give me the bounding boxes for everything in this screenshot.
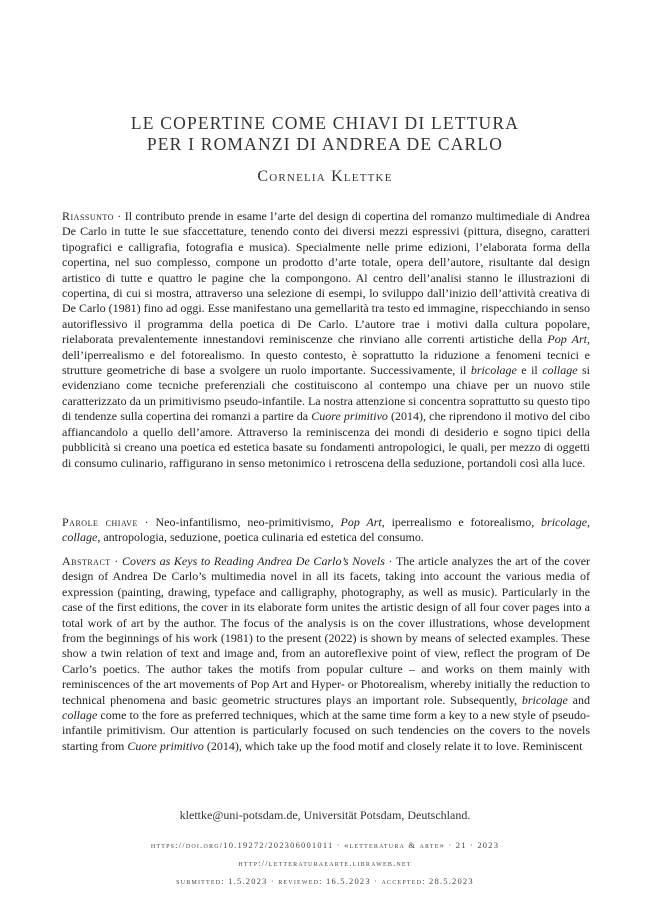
author-affiliation: klettke@uni-potsdam.de, Universität Potsdam, Deutschland. bbox=[179, 808, 471, 822]
keywords-text: Neo-infantilismo, neo-primitivismo, bbox=[155, 515, 341, 529]
abstract-text: come to the fore as preferred techniques, which at the same time form a key to a new style of pseudo-infantile primitivism. Our attention is particularly focused on such tendencies on the covers to the novels starting from bbox=[62, 708, 590, 753]
keywords-label: Parole chiave bbox=[62, 515, 138, 529]
riassunto-label: Riassunto bbox=[62, 209, 114, 223]
separator: · bbox=[110, 554, 122, 568]
separator: · bbox=[137, 515, 156, 529]
abstract-text: and bbox=[567, 692, 590, 707]
term-collage: collage bbox=[62, 530, 98, 545]
keywords-text: , iperrealismo e fotorealismo, bbox=[381, 515, 542, 529]
riassunto-text: , dell’iperrealismo e del fotorealismo. In questo contesto, è soprattutto la riduzione a fenomeni tecnici e strutture geometriche di base a svolgere un ruolo importante. Successivamente, il bbox=[62, 332, 590, 378]
riassunto-text: e il bbox=[516, 363, 543, 378]
author-name: Cornelia Klettke bbox=[257, 168, 393, 185]
website-line: http://letteraturaearte.libraweb.net bbox=[238, 858, 412, 868]
term-bricolage: bricolage bbox=[470, 363, 517, 378]
riassunto-text: (2014), che riprendono il motivo del cibo affiancandolo a quello dell’amore. Attraverso la reminiscenza dei mondi di desiderio e sogno tipici della pubblicità si creano una poetica ed estetica basate su fondamenti antropologici, le quali, per mezzo di oggetti di consumo culinario, raffigurano in senso metonimico i retroscena della seduzione, portandoli così alla luce. bbox=[62, 409, 590, 470]
keywords-text: , antropologia, seduzione, poetica culinaria ed estetica del consumo. bbox=[97, 530, 424, 545]
riassunto-text: Il contributo prende in esame l’arte del design di copertina del romanzo multimediale di Andrea De Carlo in tutte le sue sfaccettature, tenendo conto dei diversi mezzi espressivi (pittura, disegno, caratteri tipografici e calligrafia, fotografia e musica). Specialmente nelle prime edizioni, l’elaborata forma della copertina, nel suo complesso, compone un prodotto d’arte totale, opera dell’autore, risultante dal design artistico di tutte e quattro le pagine che la compongono. Al centro dell’analisi stanno le illustrazioni di copertina, di cui si mostra, attraverso una selezione di esempi, lo sviluppo dall’inizio dell’attività creativa di De Carlo (1981) fino ad oggi. Esse manifestano una gemellarità tra testo ed immagine, rispecchiando in senso autoriflessivo il programma della poetica di De Carlo. L’autore trae i motivi dalla cultura popolare, rielaborata prevalentemente innestandovi reminiscenze che rinviano alle correnti artistiche della bbox=[62, 209, 591, 347]
term-pop-art: Pop Art bbox=[547, 332, 587, 347]
keywords-text: , bbox=[587, 515, 591, 529]
doi-line: https://doi.org/10.19272/202306001011 · «letteratura & arte» · 21 · 2023 bbox=[150, 840, 500, 850]
term-pop-art: Pop Art bbox=[340, 515, 382, 529]
abstract-text: (2014), which take up the food motif and closely relate it to love. Reminiscent bbox=[203, 738, 583, 753]
term-collage: collage bbox=[542, 363, 578, 378]
separator: · bbox=[384, 554, 396, 568]
abstract-text: The article analyzes the art of the cover design of Andrea De Carlo’s multimedia novel in all its facets, taking into account the various media of expression (painting, drawing, typeface and calligraphy, photography, as well as music). Particularly in the case of the first editions, the cover in its elaborate form unites the artistic design of all four cover pages into a total work of art by the author. The focus of the analysis is on the cover illustrations, whose development from the beginnings of his work (1981) to the present (2022) is shown by means of selected examples. These show a twin relation of text and image and, from an autoreflexive point of view, reflect the program of De Carlo’s poetics. The author takes the motifs from popular culture – and works on them mainly with reminiscences of the art movements of Pop Art and Hyper- or Photorealism, whereby initially the reduction to technical phenomena and basic geometric structures plays an important role. Subsequently, bbox=[62, 554, 591, 707]
term-collage: collage bbox=[62, 708, 98, 723]
riassunto-paragraph bbox=[62, 209, 590, 471]
abstract-english-title: Covers as Keys to Reading Andrea De Carlo’s Novels bbox=[121, 554, 385, 568]
dates-line: submitted: 1.5.2023 · reviewed: 16.5.2023 · accepted: 28.5.2023 bbox=[176, 876, 474, 886]
abstract-paragraph bbox=[62, 554, 590, 754]
term-bricolage: bricolage bbox=[541, 515, 588, 529]
separator: · bbox=[113, 209, 125, 223]
title-cuore-primitivo: Cuore primitivo bbox=[311, 409, 388, 424]
keywords-paragraph bbox=[62, 515, 590, 546]
abstract-label: Abstract bbox=[62, 554, 111, 568]
term-bricolage: bricolage bbox=[521, 692, 568, 707]
article-title-line-2: PER I ROMANZI DI ANDREA DE CARLO bbox=[146, 134, 504, 154]
title-cuore-primitivo: Cuore primitivo bbox=[127, 738, 204, 753]
riassunto-text: si evidenziano come tecniche preferenziali che costituiscono al contempo una chiave per un nuovo stile caratterizzato da un primitivismo pseudo-infantile. La nostra attenzione si concentra soprattutto su questo tipo di tendenze sulla copertina dei romanzi a partire da bbox=[62, 363, 591, 424]
article-title-line-1: LE COPERTINE COME CHIAVI DI LETTURA bbox=[130, 113, 520, 133]
